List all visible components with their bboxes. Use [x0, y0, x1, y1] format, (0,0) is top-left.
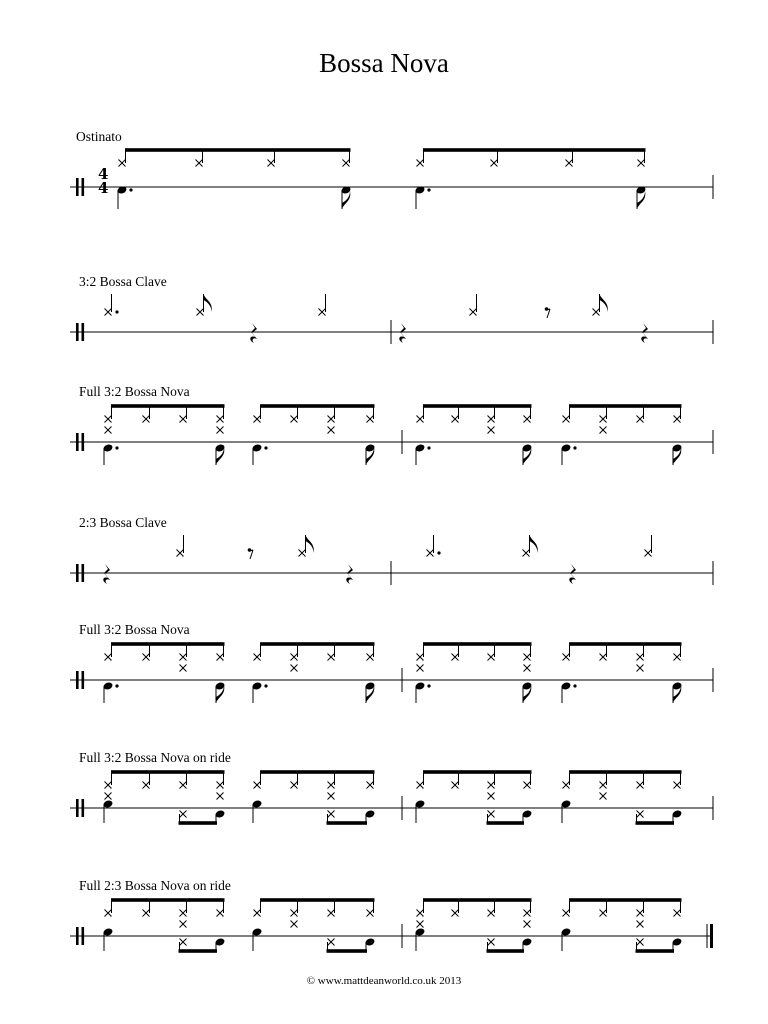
beam: [111, 770, 225, 774]
beam: [423, 898, 532, 902]
dot: [427, 684, 430, 687]
flag: [342, 191, 350, 209]
beam: [260, 770, 375, 774]
time-signature-denominator: 4: [98, 179, 109, 197]
dot: [573, 684, 576, 687]
beam: [423, 404, 532, 408]
section-label-ride-23: Full 2:3 Bossa Nova on ride: [79, 878, 231, 893]
percussion-clef: [76, 323, 79, 341]
quarter-rest: [641, 323, 648, 343]
beam: [111, 642, 225, 646]
dot: [115, 310, 118, 313]
flag: [204, 294, 212, 312]
percussion-clef: [76, 671, 79, 689]
dot: [573, 446, 576, 449]
section-label-full-32: Full 3:2 Bossa Nova: [79, 384, 190, 399]
quarter-rest: [346, 564, 353, 584]
staff-ride-32: [0, 751, 768, 841]
flag: [530, 535, 538, 553]
section-label-full-32-b: Full 3:2 Bossa Nova: [79, 622, 190, 637]
section-label-ride-32: Full 3:2 Bossa Nova on ride: [79, 750, 231, 765]
eighth-rest: [545, 307, 549, 311]
percussion-clef: [76, 178, 79, 196]
percussion-clef: [82, 671, 85, 689]
beam: [260, 642, 375, 646]
percussion-clef: [76, 433, 79, 451]
beam: [569, 898, 682, 902]
beam: [111, 404, 225, 408]
quarter-rest: [399, 323, 406, 343]
quarter-rest: [103, 564, 110, 584]
beam: [636, 949, 675, 953]
beam: [636, 821, 675, 825]
dot: [115, 446, 118, 449]
beam: [569, 404, 682, 408]
quarter-rest: [569, 564, 576, 584]
staff-ostinato: [0, 130, 768, 220]
final-barline: [710, 924, 713, 948]
eighth-rest: [248, 548, 252, 552]
dot: [264, 684, 267, 687]
beam: [111, 898, 225, 902]
beam: [260, 898, 375, 902]
beam: [423, 770, 532, 774]
flag: [600, 294, 608, 312]
percussion-clef: [76, 927, 79, 945]
beam: [260, 404, 375, 408]
page-title: Bossa Nova: [319, 48, 449, 78]
percussion-clef: [82, 564, 85, 582]
beam: [179, 821, 218, 825]
dot: [264, 446, 267, 449]
copyright-notice: © www.mattdeanworld.co.uk 2013: [306, 975, 462, 987]
percussion-clef: [82, 433, 85, 451]
staff-full-32: [0, 385, 768, 475]
percussion-clef: [82, 323, 85, 341]
beam: [569, 770, 682, 774]
staff-clave-32: [0, 275, 768, 365]
section-label-ostinato: Ostinato: [76, 129, 122, 144]
quarter-rest: [250, 323, 257, 343]
beam: [179, 949, 218, 953]
section-label-clave-23: 2:3 Bossa Clave: [79, 515, 167, 530]
beam: [569, 642, 682, 646]
beam: [327, 821, 368, 825]
dot: [129, 188, 132, 191]
percussion-clef: [82, 178, 85, 196]
flag: [637, 191, 645, 209]
percussion-clef: [82, 799, 85, 817]
dot: [115, 684, 118, 687]
percussion-clef: [76, 564, 79, 582]
staff-ride-23: [0, 879, 768, 969]
dot: [427, 188, 430, 191]
dot: [437, 551, 440, 554]
beam: [423, 642, 532, 646]
beam: [423, 148, 646, 152]
percussion-clef: [82, 927, 85, 945]
staff-full-32-b: [0, 623, 768, 713]
staff-clave-23: [0, 516, 768, 606]
section-label-clave-32: 3:2 Bossa Clave: [79, 274, 167, 289]
beam: [487, 821, 525, 825]
beam: [327, 949, 368, 953]
beam: [487, 949, 525, 953]
time-signature-numerator: 4: [98, 165, 109, 183]
flag: [306, 535, 314, 553]
dot: [427, 446, 430, 449]
percussion-clef: [76, 799, 79, 817]
beam: [125, 148, 351, 152]
